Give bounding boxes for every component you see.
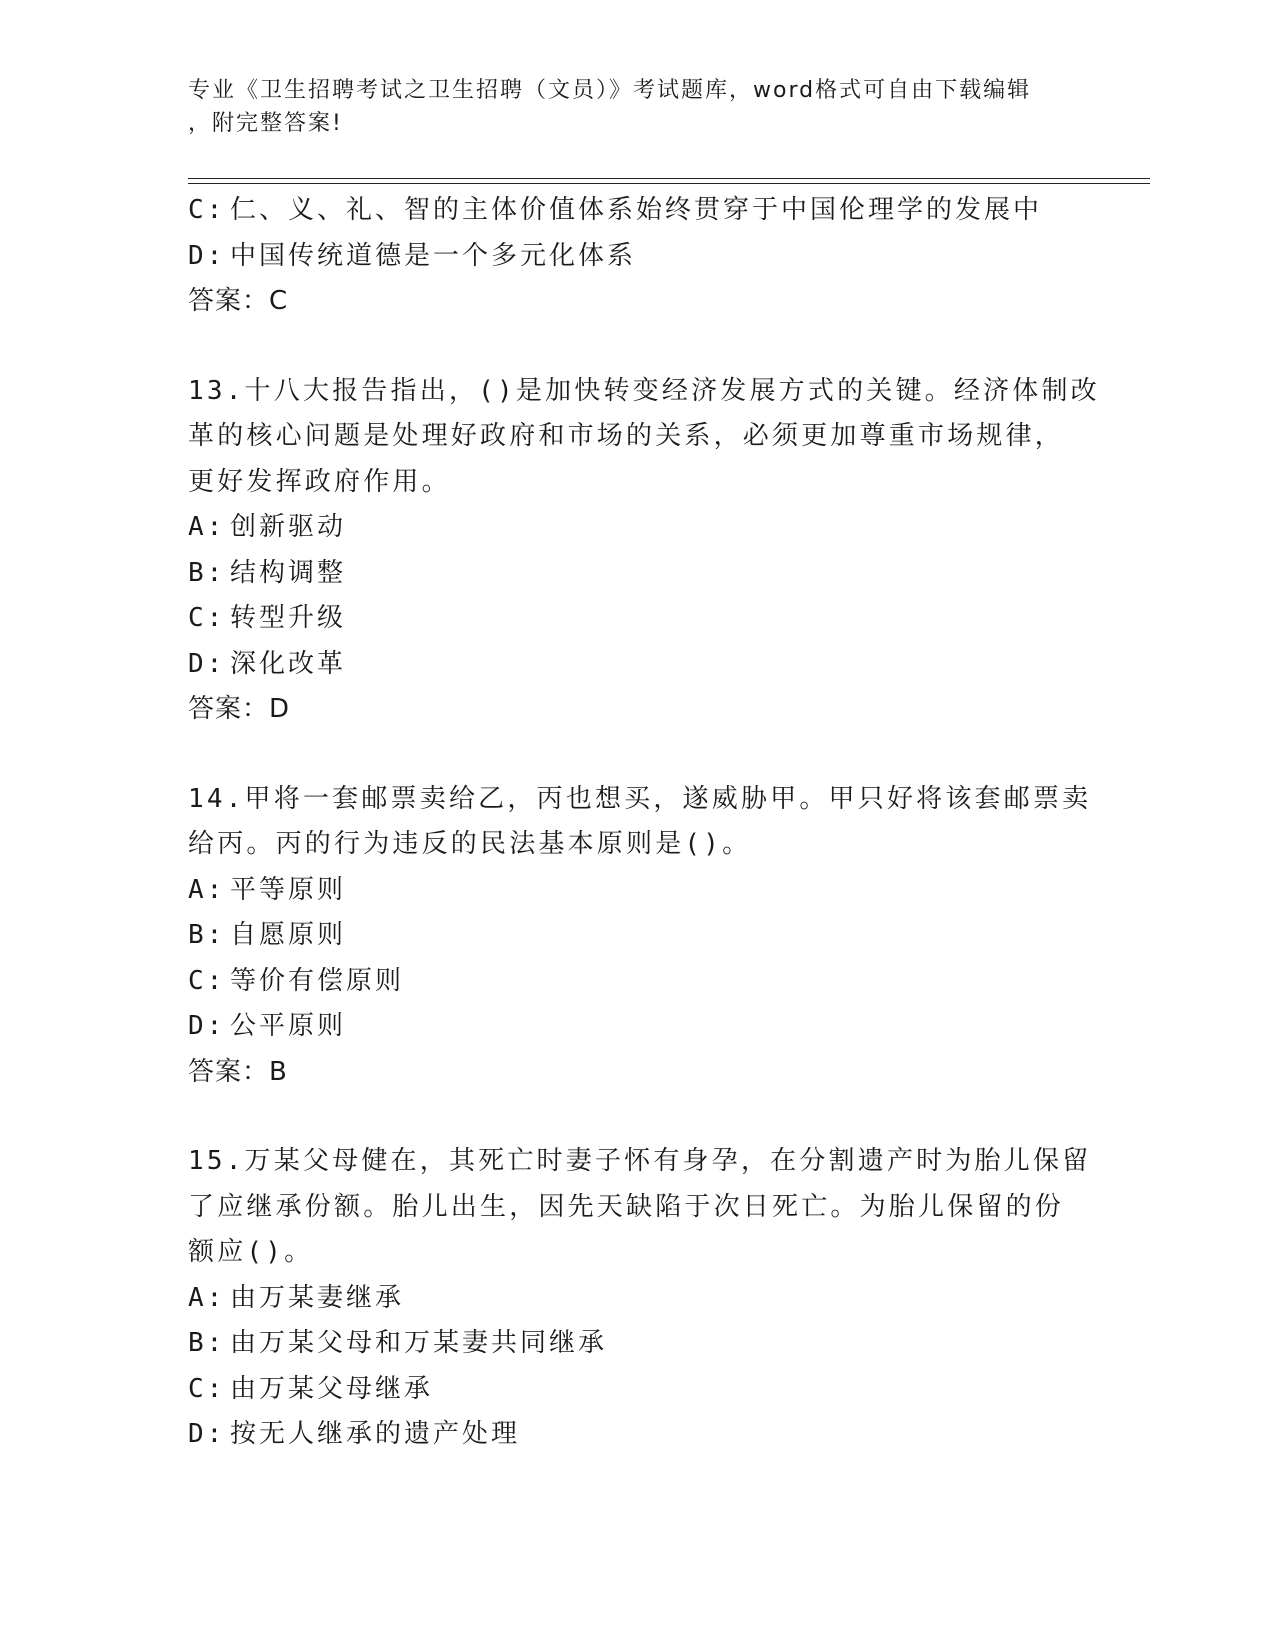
answer-line: 答案：B <box>188 1056 288 1087</box>
option-a <box>188 1276 1088 1322</box>
question-14 <box>188 777 1092 1096</box>
option-label: A: <box>188 1282 226 1313</box>
option-label: A: <box>188 512 226 542</box>
option-text: 转型升级 <box>230 603 347 633</box>
header-divider-bottom <box>188 183 1150 184</box>
option-text: 中国传统道德是一个多元化体系 <box>230 240 637 271</box>
option-a <box>188 505 1088 551</box>
option-text: 平等原则 <box>230 874 347 905</box>
option-label: A: <box>188 874 226 905</box>
question-15 <box>188 1139 1092 1458</box>
option-b <box>188 1321 1088 1367</box>
option-d <box>188 642 1088 688</box>
question-content <box>188 188 1100 1458</box>
option-b <box>188 913 1088 959</box>
option-c <box>188 1367 1088 1413</box>
previous-question <box>188 188 1088 325</box>
option-text: 创新驱动 <box>230 512 347 542</box>
option-text: 等价有偿原则 <box>230 965 405 996</box>
question-stem-line: 给丙。丙的行为违反的民法基本原则是()。 <box>188 829 752 859</box>
option-label: D: <box>188 240 226 271</box>
spacer <box>188 1095 1088 1139</box>
question-stem-line: 13.十八大报告指出，()是加快转变经济发展方式的关键。经济体制改 <box>188 375 1100 406</box>
option-label: C: <box>188 195 226 225</box>
option-label: C: <box>188 965 226 996</box>
question-stem-line: 了应继承份额。胎儿出生，因先天缺陷于次日死亡。为胎儿保留的份 <box>188 1191 1065 1222</box>
answer-line: 答案：C <box>188 286 289 316</box>
option-d <box>188 1412 1088 1458</box>
option-d <box>188 234 1088 280</box>
option-text: 由万某父母和万某妻共同继承 <box>230 1328 608 1358</box>
option-b <box>188 551 1088 597</box>
question-stem-line: 更好发挥政府作用。 <box>188 466 451 497</box>
document-header <box>188 74 1068 140</box>
option-text: 结构调整 <box>230 557 347 588</box>
question-stem-line: 革的核心问题是处理好政府和市场的关系，必须更加尊重市场规律， <box>188 421 1065 451</box>
option-text: 仁、义、礼、智的主体价值体系始终贯穿于中国伦理学的发展中 <box>230 195 1043 225</box>
header-line-2: ，附完整答案! <box>188 111 343 136</box>
option-label: B: <box>188 1328 226 1358</box>
answer-line: 答案：D <box>188 694 291 724</box>
option-text: 由万某妻继承 <box>230 1282 405 1313</box>
option-label: B: <box>188 920 226 950</box>
question-13 <box>188 369 1100 733</box>
question-stem-line: 额应()。 <box>188 1237 314 1267</box>
option-text: 自愿原则 <box>230 920 347 950</box>
header-divider-top <box>188 178 1150 179</box>
header-line-1: 专业《卫生招聘考试之卫生招聘（文员）》考试题库，word格式可自由下载编辑 <box>188 78 1032 103</box>
option-label: D: <box>188 1011 226 1041</box>
option-label: D: <box>188 1419 226 1449</box>
option-label: C: <box>188 1373 226 1404</box>
option-label: B: <box>188 557 226 588</box>
option-c <box>188 959 1088 1005</box>
option-label: C: <box>188 603 226 633</box>
option-text: 由万某父母继承 <box>230 1373 434 1404</box>
spacer <box>188 733 1088 777</box>
option-text: 按无人继承的遗产处理 <box>230 1419 521 1449</box>
question-stem-line: 15.万某父母健在，其死亡时妻子怀有身孕，在分割遗产时为胎儿保留 <box>188 1146 1092 1176</box>
question-stem-line: 14.甲将一套邮票卖给乙，丙也想买，遂威胁甲。甲只好将该套邮票卖 <box>188 783 1092 814</box>
spacer <box>188 325 1088 369</box>
option-d <box>188 1004 1088 1050</box>
option-text: 公平原则 <box>230 1011 347 1041</box>
option-label: D: <box>188 648 226 679</box>
option-a <box>188 868 1088 914</box>
option-c <box>188 188 1088 234</box>
option-c <box>188 596 1088 642</box>
option-text: 深化改革 <box>230 648 347 679</box>
